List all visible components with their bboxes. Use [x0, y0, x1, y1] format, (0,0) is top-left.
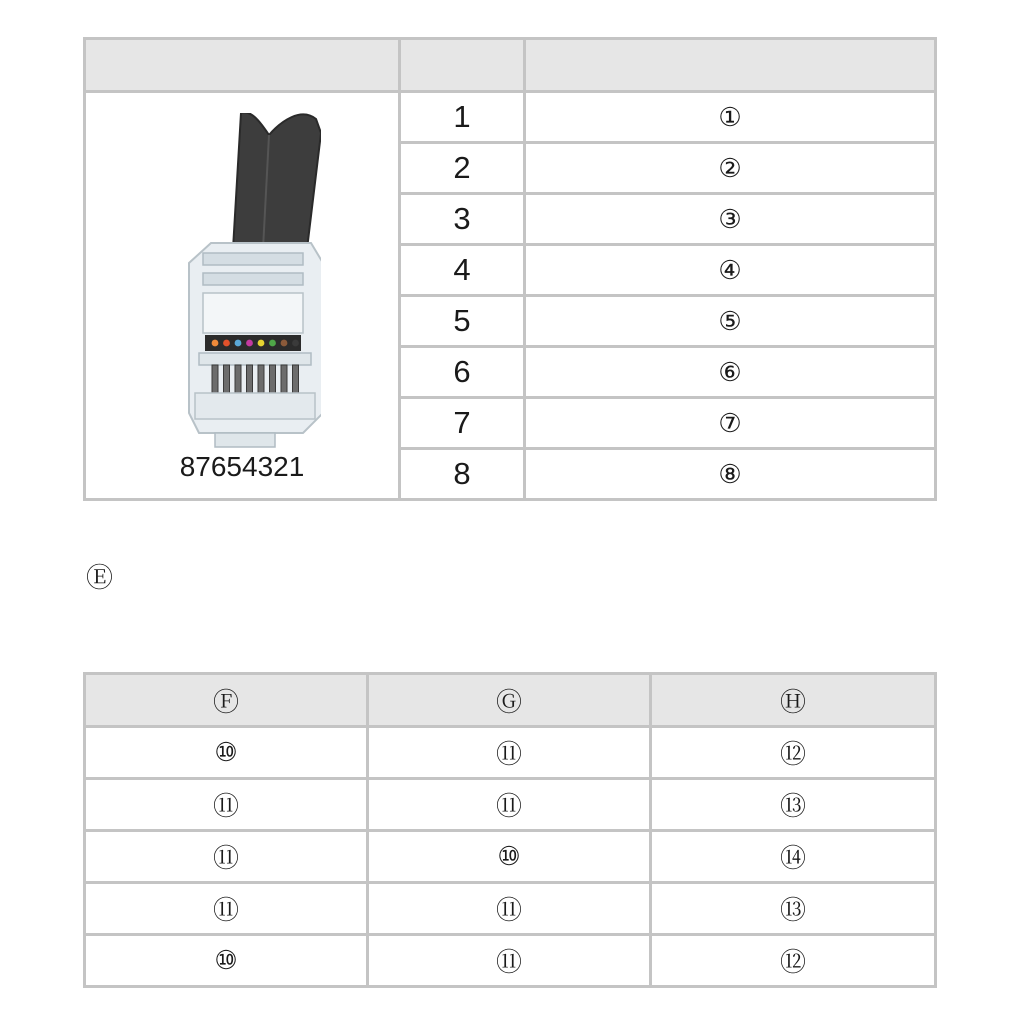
wire-color-dot [235, 340, 242, 347]
legend-marker-e: Ⓔ [86, 563, 113, 593]
pin-code: ④ [525, 245, 936, 296]
pin-table-header-connector [85, 39, 400, 92]
mapping-cell: ⑪ [368, 883, 651, 935]
pin-number: 4 [400, 245, 525, 296]
rj45-connector-icon [171, 113, 321, 453]
mapping-cell: ⑪ [85, 831, 368, 883]
pin-code: ③ [525, 194, 936, 245]
wire-color-dot [281, 340, 288, 347]
pin-number: 7 [400, 398, 525, 449]
mapping-cell: ⑫ [651, 935, 936, 987]
pin-code: ① [525, 92, 936, 143]
wire-color-dot [258, 340, 265, 347]
pin-table-header-pin [400, 39, 525, 92]
mapping-cell: ⑬ [651, 779, 936, 831]
pin-code: ⑦ [525, 398, 936, 449]
mapping-header-h: Ⓗ [651, 674, 936, 727]
wire-color-dot [223, 340, 230, 347]
pin-code: ② [525, 143, 936, 194]
table-row [85, 883, 936, 935]
mapping-cell: ⑪ [85, 779, 368, 831]
pin-assignment-table [83, 37, 937, 501]
pin-number: 2 [400, 143, 525, 194]
table-row [85, 727, 936, 779]
pin-number: 1 [400, 92, 525, 143]
pin-number: 5 [400, 296, 525, 347]
wire-color-dot [246, 340, 253, 347]
table-row [85, 92, 936, 143]
pin-table-header-code [525, 39, 936, 92]
pin-number: 8 [400, 449, 525, 500]
connector-image-cell [85, 92, 400, 500]
pin-number: 6 [400, 347, 525, 398]
wire-color-dot [212, 340, 219, 347]
mapping-table [83, 672, 937, 988]
mapping-cell: ⑪ [368, 935, 651, 987]
mapping-cell: ⑭ [651, 831, 936, 883]
table-row [85, 831, 936, 883]
pin-code: ⑧ [525, 449, 936, 500]
pin-order-label: 87654321 [179, 451, 305, 482]
table-row [85, 935, 936, 987]
mapping-header-f: Ⓕ [85, 674, 368, 727]
mapping-cell: ⑪ [368, 727, 651, 779]
mapping-cell: ⑫ [651, 727, 936, 779]
mapping-table-header-row [85, 674, 936, 727]
wire-color-dot [269, 340, 276, 347]
table-row [85, 779, 936, 831]
mapping-cell: ⑪ [85, 883, 368, 935]
mapping-cell: ⑩ [368, 831, 651, 883]
pin-number: 3 [400, 194, 525, 245]
mapping-header-g: Ⓖ [368, 674, 651, 727]
pin-code: ⑤ [525, 296, 936, 347]
wire-color-dot [292, 340, 299, 347]
pin-code: ⑥ [525, 347, 936, 398]
mapping-cell: ⑩ [85, 727, 368, 779]
mapping-cell: ⑪ [368, 779, 651, 831]
mapping-cell: ⑬ [651, 883, 936, 935]
pin-table-header-row [85, 39, 936, 92]
mapping-cell: ⑩ [85, 935, 368, 987]
